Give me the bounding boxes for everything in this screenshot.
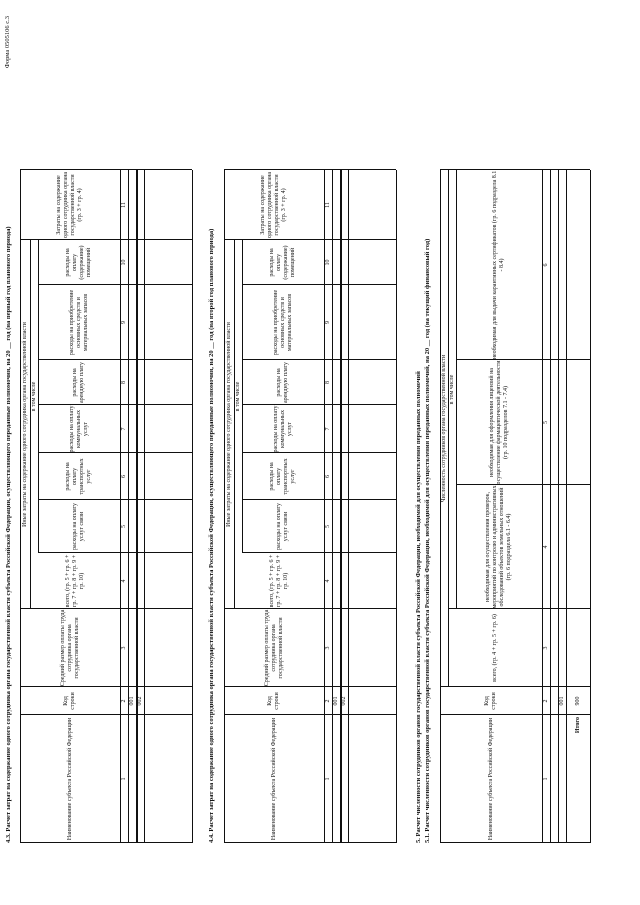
column-number: 2 <box>324 699 331 703</box>
col-utilities-header: расходы на оплату коммунальных услуг <box>68 405 89 453</box>
form-code: Форма 0505106 с.3 <box>4 16 11 69</box>
column-number: 1 <box>542 777 549 781</box>
column-number: 8 <box>120 381 127 384</box>
col-sum-header: Затраты на содержание одного сотрудника органа государственной власти (гр. 3 + гр. 4) <box>260 171 287 239</box>
col-sum-header: Затраты на содержание одного сотрудника органа государственной власти (гр. 3 + гр. 4) <box>56 171 83 239</box>
column-number: 2 <box>542 699 549 703</box>
col-total-header: всего, (гр. 4 + гр. 5 + гр. 6) <box>491 614 498 682</box>
including-header: в том числе <box>448 374 455 405</box>
column-number: 5 <box>120 525 127 528</box>
column-number: 3 <box>120 646 127 650</box>
column-number: 1 <box>324 777 331 781</box>
section-4-4-title: 4.4. Расчет затрат на содержание одного сотрудника органа государственной власти субъекта Российской Федерации, осуществляющего переданные полномочия, на 20 __ год (на второй год планового периода) <box>208 228 215 843</box>
col-rent-header: расходы на арендную плату <box>72 361 85 404</box>
col-subject-header: Наименование субъекта Российской Федерации <box>66 717 73 841</box>
other-costs-header: Иные затраты на содержание одного сотрудника органа государственной власти <box>21 322 28 527</box>
row-code: 002 <box>340 696 347 706</box>
row-code: 002 <box>136 696 143 706</box>
other-costs-header: Иные затраты на содержание одного сотрудника органа государственной власти <box>225 322 232 527</box>
col-premises-header: расходы на оплату (содержание) помещений <box>269 245 296 280</box>
col-transport-header: расходы на оплату транспортных услуг <box>65 458 92 495</box>
col-avg-salary-header: Средний размер оплаты труда сотрудника органа государственной власти <box>263 609 284 687</box>
rule <box>396 170 397 843</box>
rule <box>558 170 559 843</box>
column-number: 4 <box>120 579 127 583</box>
col-pharma-licences-header: необходимая для оформления лицензий на осуществление фармацевтической деятельности (гр. 10 подразделов 7.1 - 7.4) <box>488 360 509 485</box>
col-avg-salary-header: Средний размер оплаты труда сотрудника органа государственной власти <box>59 609 80 687</box>
column-number: 11 <box>120 202 127 208</box>
col-land-inspections-header: необходимая для осуществления проверок, мероприятий по контролю и административных обследований объектов земельных отношений (гр. 6 подраздела 6.1 - 6.4) <box>485 485 512 609</box>
col-rent-header: расходы на арендную плату <box>276 361 289 404</box>
col-premises-header: расходы на оплату (содержание) помещений <box>65 245 92 280</box>
row-code: 001 <box>558 696 565 706</box>
rule <box>136 170 138 843</box>
column-number: 10 <box>324 259 331 266</box>
rule <box>340 170 342 843</box>
total-label: Итого <box>574 717 581 734</box>
column-number: 6 <box>324 475 331 478</box>
including-header: в том числе <box>30 381 37 412</box>
col-communication-header: расходы на оплату услуг связи <box>276 502 289 551</box>
rule <box>128 170 129 843</box>
row-code: 001 <box>128 696 135 706</box>
column-number: 11 <box>324 202 331 208</box>
col-code-header: Код строки <box>63 692 76 710</box>
section-4-3-title: 4.3. Расчет затрат на содержание одного сотрудника органа государственной власти субъекта Российской Федерации, осуществляющего переданные полномочия, на 20 __ год (на первый год планового периода) <box>5 226 12 843</box>
col-assets-header: расходы на приобретение основных средств и материальных запасов <box>272 289 293 356</box>
total-row-code: 900 <box>574 696 581 706</box>
section-5-1-title: 5.1. Расчет численности сотрудников органов государственной власти субъекта Российской Федерации, необходимой для осуществления переданных полномочий, на 20 __ год (на текущий финансовый год) <box>424 238 431 843</box>
column-number: 6 <box>120 475 127 478</box>
column-number: 1 <box>120 777 127 781</box>
column-number: 4 <box>542 545 549 549</box>
rule <box>348 170 349 843</box>
column-number: 6 <box>542 263 549 267</box>
column-number: 9 <box>120 321 127 324</box>
column-number: 10 <box>120 259 127 266</box>
col-communication-header: расходы на оплату услуг связи <box>72 502 85 551</box>
col-code-header: Код строки <box>267 692 280 710</box>
col-assets-header: расходы на приобретение основных средств и материальных запасов <box>68 289 89 356</box>
rule <box>144 170 145 843</box>
column-number: 7 <box>120 427 127 431</box>
column-number: 9 <box>324 321 331 324</box>
including-header: в том числе <box>234 381 241 412</box>
col-quarantine-certs-header: необходимая для выдачи карантинных сертификатов (гр. 6 подраздела 8.1 - 8.4) <box>492 170 505 360</box>
rule <box>332 170 333 843</box>
column-number: 7 <box>324 427 331 431</box>
col-total-header: всего, (гр. 5 + гр. 6 + гр. 7 + гр. 8 + гр. 9 + гр. 10) <box>64 554 85 608</box>
row-code: 001 <box>332 696 339 706</box>
col-total-header: всего, (гр. 5 + гр. 6 + гр. 7 + гр. 8 + гр. 9 + гр. 10) <box>268 554 289 608</box>
col-code-header: Код строки <box>484 692 497 710</box>
column-number: 4 <box>324 579 331 583</box>
column-number: 2 <box>120 699 127 703</box>
column-number: 8 <box>324 381 331 384</box>
rule <box>550 170 551 843</box>
column-number: 3 <box>324 646 331 650</box>
column-number: 5 <box>324 525 331 528</box>
staff-header: Численность сотрудников органа государственной власти <box>440 354 447 503</box>
rule <box>192 170 193 843</box>
col-subject-header: Наименование субъекта Российской Федерации <box>487 717 494 841</box>
rule <box>590 170 591 843</box>
column-number: 3 <box>542 646 549 650</box>
col-transport-header: расходы на оплату транспортных услуг <box>269 458 296 495</box>
column-number: 5 <box>542 421 549 424</box>
col-subject-header: Наименование субъекта Российской Федерации <box>270 717 277 841</box>
col-utilities-header: расходы на оплату коммунальных услуг <box>272 405 293 453</box>
section-5-title: 5. Расчет численности сотрудников органов государственной власти субъекта Российской Федерации, необходимой для осуществления переданных полномочий <box>415 371 422 843</box>
